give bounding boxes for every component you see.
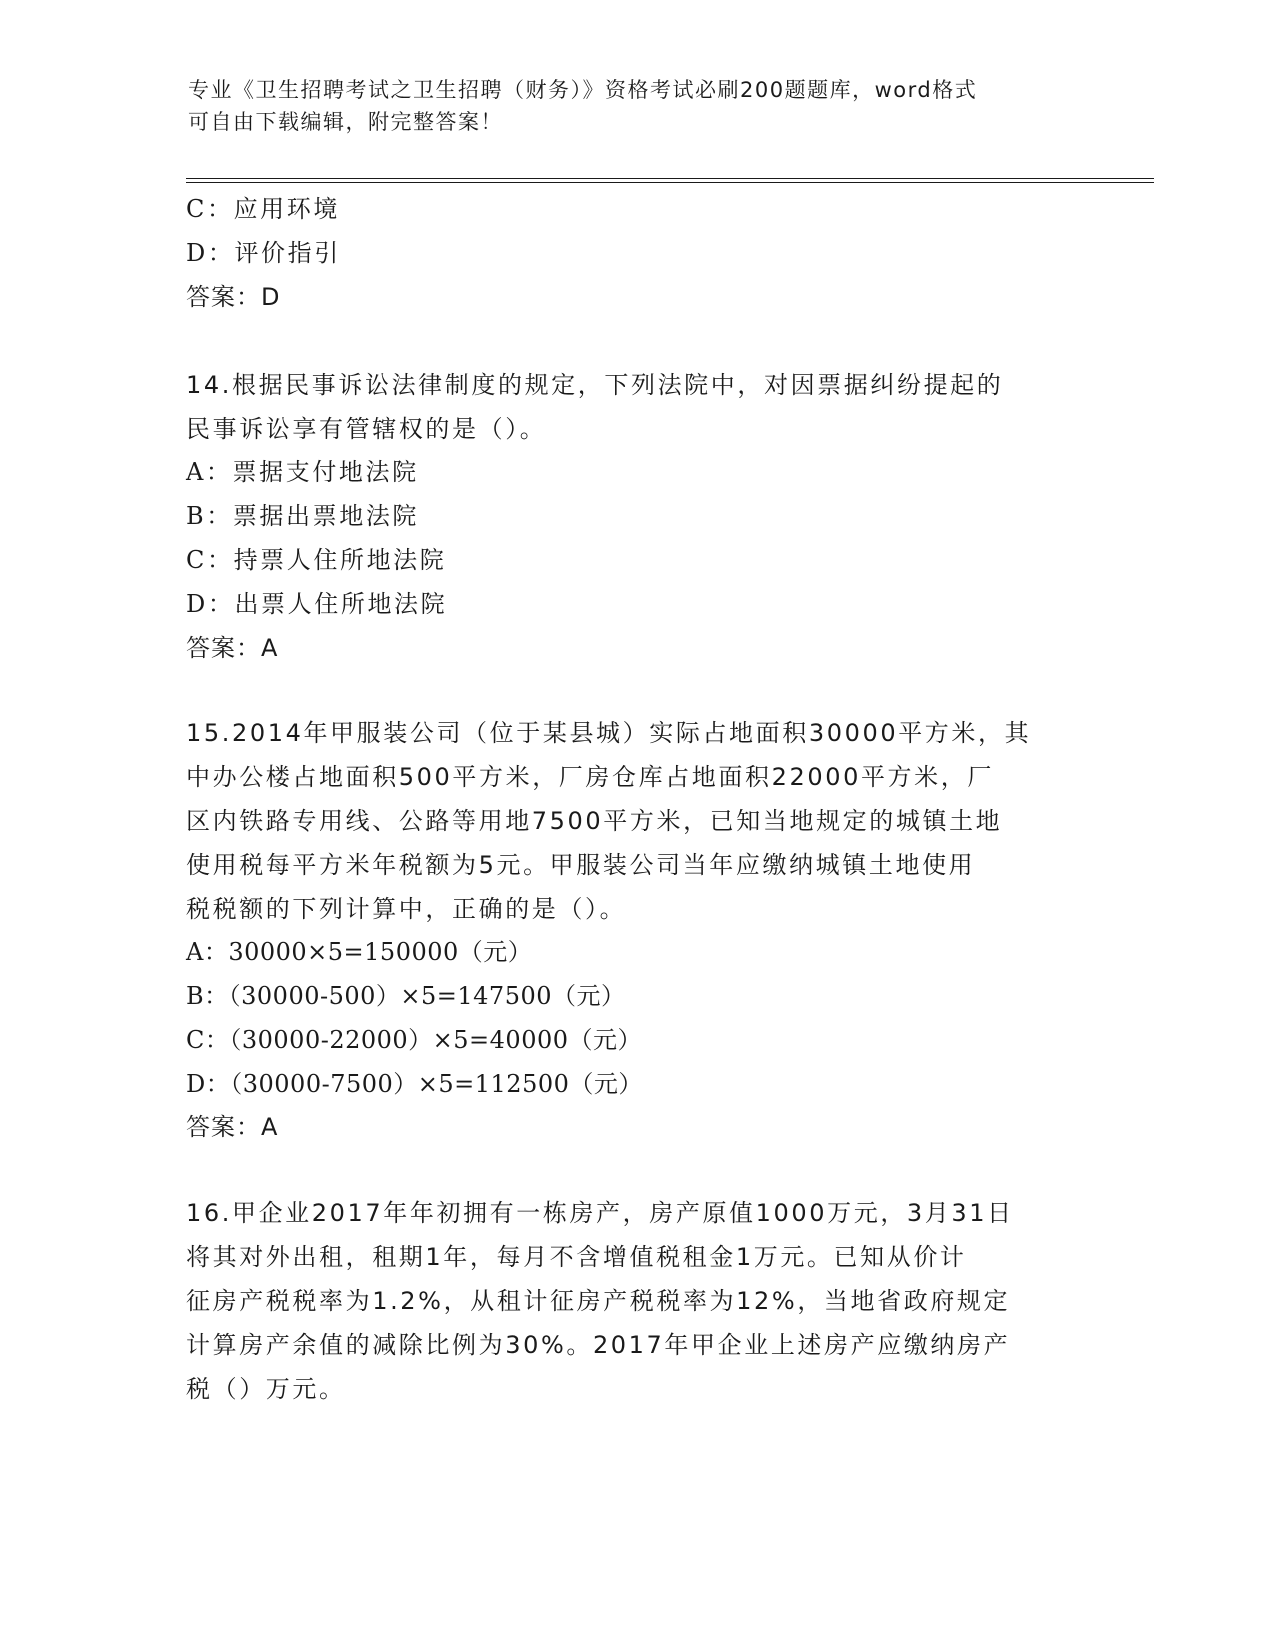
q15-stem-line-4: 使用税每平方米年税额为5元。甲服装公司当年应缴纳城镇土地使用 xyxy=(186,851,976,879)
q16-stem-line-5: 税（）万元。 xyxy=(186,1375,346,1403)
header-line-1: 专业《卫生招聘考试之卫生招聘（财务）》资格考试必刷200题题库，word格式 xyxy=(188,78,978,102)
q15-stem-line-1: 15.2014年甲服装公司（位于某县城）实际占地面积30000平方米，其 xyxy=(186,719,1032,747)
q13-option-c: C：应用环境 xyxy=(186,195,340,223)
header-rule-bottom xyxy=(186,182,1154,183)
q13-answer: 答案：D xyxy=(186,283,281,311)
q14-option-a: A：票据支付地法院 xyxy=(186,458,419,486)
header-rule-top xyxy=(186,178,1154,179)
q16-stem-line-3: 征房产税税率为1.2%，从租计征房产税税率为12%，当地省政府规定 xyxy=(186,1287,1011,1315)
q15-stem-line-3: 区内铁路专用线、公路等用地7500平方米，已知当地规定的城镇土地 xyxy=(186,807,1003,835)
q14-option-c: C：持票人住所地法院 xyxy=(186,546,447,574)
q15-stem-line-5: 税税额的下列计算中，正确的是（）。 xyxy=(186,895,627,923)
q15-option-a: A：30000×5=150000（元） xyxy=(186,938,533,966)
q14-option-d: D：出票人住所地法院 xyxy=(186,590,448,618)
q14-stem-line-1: 14.根据民事诉讼法律制度的规定，下列法院中，对因票据纠纷提起的 xyxy=(186,371,1004,399)
header-line-2: 可自由下载编辑，附完整答案！ xyxy=(188,110,503,134)
q15-answer: 答案：A xyxy=(186,1113,279,1141)
q14-option-b: B：票据出票地法院 xyxy=(186,502,420,530)
q15-option-c: C：（30000-22000）×5=40000（元） xyxy=(186,1026,643,1054)
document-header xyxy=(188,74,1088,138)
q15-option-b: B：（30000-500）×5=147500（元） xyxy=(186,982,626,1010)
q14-answer: 答案：A xyxy=(186,634,279,662)
q15-option-d: D：（30000-7500）×5=112500（元） xyxy=(186,1070,643,1098)
q13-option-d: D：评价指引 xyxy=(186,239,341,267)
q16-stem-line-1: 16.甲企业2017年年初拥有一栋房产，房产原值1000万元，3月31日 xyxy=(186,1199,1014,1227)
q14-stem-line-2: 民事诉讼享有管辖权的是（）。 xyxy=(186,415,547,443)
q15-stem-line-2: 中办公楼占地面积500平方米，厂房仓库占地面积22000平方米，厂 xyxy=(186,763,994,791)
q16-stem-line-2: 将其对外出租，租期1年，每月不含增值税租金1万元。已知从价计 xyxy=(186,1243,967,1271)
q16-stem-line-4: 计算房产余值的减除比例为30%。2017年甲企业上述房产应缴纳房产 xyxy=(186,1331,1011,1359)
